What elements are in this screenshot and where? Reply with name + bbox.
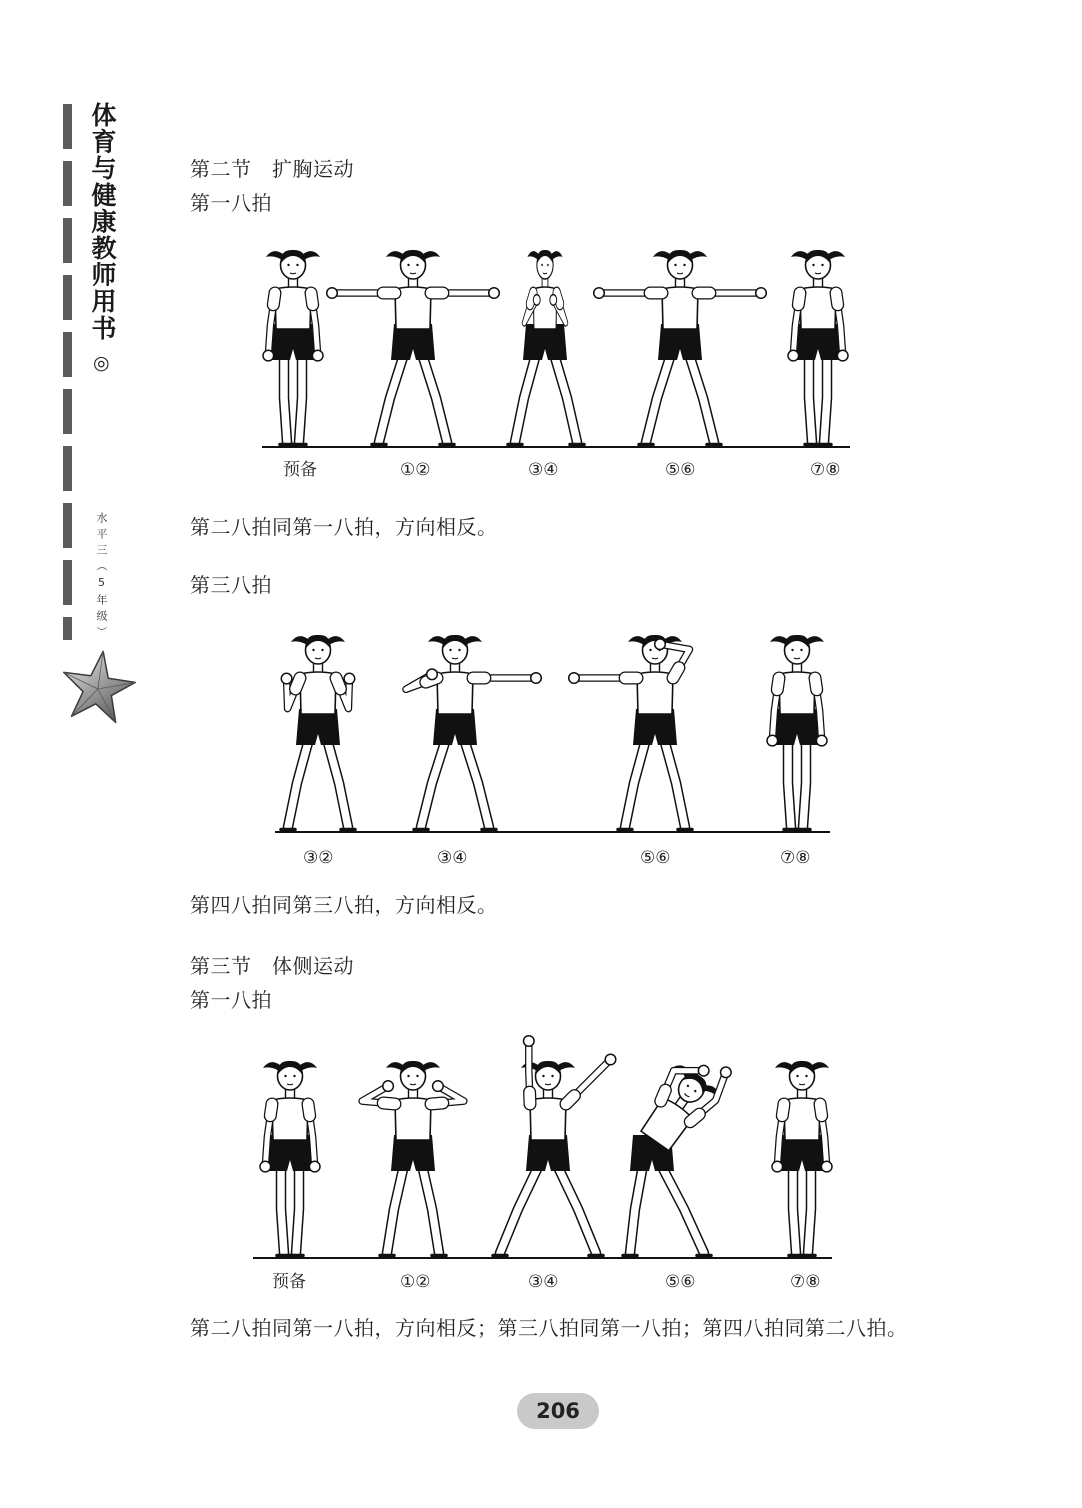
left-leg — [789, 1165, 803, 1256]
left-pigtail — [291, 636, 308, 645]
leg-fill — [803, 739, 806, 827]
note-text: 第二八拍同第一八拍，方向相反。 — [190, 515, 498, 539]
right-pigtail — [300, 1062, 317, 1071]
title-mark: ◎ — [93, 352, 110, 374]
beat-label: ①② — [400, 460, 431, 480]
right-leg — [554, 354, 584, 445]
leg-fill — [327, 739, 348, 827]
left-eye — [312, 649, 314, 651]
sleeve-fill — [530, 293, 533, 304]
chest-exercise-beat1-figure-4 — [594, 250, 767, 445]
head — [263, 1061, 317, 1090]
note-text: 第四八拍同第三八拍，方向相反。 — [190, 893, 498, 917]
right-pigtail — [552, 251, 563, 260]
right-eye — [805, 1075, 807, 1077]
left-eye — [674, 264, 676, 266]
chest-exercise-beat1-figure-3 — [508, 250, 584, 445]
fist — [655, 639, 666, 650]
left-leg — [623, 1165, 643, 1256]
right-eye — [296, 264, 298, 266]
left-leg — [372, 354, 404, 445]
book-title: 体育与健康教师用书 — [88, 102, 117, 342]
left-arm — [569, 673, 637, 684]
right-eye — [547, 264, 549, 266]
right-eye — [458, 649, 460, 651]
fist — [263, 350, 274, 361]
right-leg — [796, 739, 810, 830]
left-arm — [524, 1036, 535, 1104]
left-leg — [639, 354, 671, 445]
sleeve-fill — [311, 293, 313, 305]
chest-exercise-beat1-figure-5 — [788, 250, 848, 445]
beat-label: ⑤⑥ — [665, 1272, 696, 1292]
right-pigtail — [423, 251, 440, 260]
upper-body — [569, 635, 690, 714]
fist — [767, 735, 778, 746]
sleeve-fill — [820, 1104, 822, 1116]
left-eye — [287, 264, 289, 266]
right-eye — [293, 1075, 295, 1077]
chest-exercise-beat1-figure-2 — [327, 250, 500, 445]
beat-label: ①② — [400, 1272, 431, 1292]
beat-label: ⑦⑧ — [790, 1272, 821, 1292]
left-arm — [281, 673, 300, 708]
upper-body — [362, 1061, 464, 1140]
beat-label: ③④ — [437, 848, 468, 868]
beat-label: ⑤⑥ — [665, 460, 696, 480]
sleeve-fill — [673, 668, 679, 678]
right-leg — [327, 739, 355, 830]
left-eye — [284, 1075, 286, 1077]
sleeve-fill — [566, 1096, 574, 1104]
beat-label: ③④ — [528, 1272, 559, 1292]
beat-title: 第三八拍 — [190, 573, 272, 597]
leg-fill — [646, 354, 671, 442]
left-leg — [493, 1165, 539, 1256]
right-pigtail — [690, 251, 707, 260]
left-eye — [449, 649, 451, 651]
upper-body — [327, 250, 500, 329]
fist — [756, 288, 767, 299]
fist — [327, 288, 338, 299]
leg-fill — [661, 1165, 704, 1253]
head — [291, 635, 345, 664]
beat-title: 第一八拍 — [190, 988, 272, 1012]
left-pigtail — [386, 1062, 403, 1071]
side-exercise-beat1-figure-4 — [623, 1042, 736, 1256]
left-leg — [380, 1165, 404, 1256]
section-heading-side: 第三节 体侧运动 — [190, 954, 354, 978]
beat-label: ⑦⑧ — [810, 460, 841, 480]
right-pigtail — [828, 251, 845, 260]
sleeve-fill — [270, 1104, 272, 1116]
right-arm — [431, 1081, 464, 1104]
fist — [344, 673, 355, 684]
leg-fill — [379, 354, 404, 442]
leg-fill — [299, 354, 302, 442]
chest-exercise-beat3-figure-3 — [569, 635, 692, 830]
head — [791, 250, 845, 279]
fist — [427, 669, 438, 680]
right-arm — [698, 288, 766, 299]
fist — [433, 1081, 444, 1092]
right-pigtail — [812, 1062, 829, 1071]
side-exercise-beat1-figure-3 — [493, 1036, 616, 1256]
beat-title: 第一八拍 — [190, 191, 272, 215]
fist — [605, 1054, 616, 1065]
left-eye — [791, 649, 793, 651]
left-eye — [541, 264, 543, 266]
right-arm — [431, 288, 499, 299]
leg-fill — [557, 1165, 596, 1253]
right-eye — [800, 649, 802, 651]
sleeve-fill — [777, 678, 779, 690]
fist — [531, 673, 542, 684]
left-pigtail — [527, 251, 538, 260]
left-pigtail — [653, 251, 670, 260]
right-pigtail — [328, 636, 345, 645]
leg-fill — [664, 739, 685, 827]
fist — [533, 295, 540, 306]
fist — [312, 350, 323, 361]
upper-body — [524, 250, 565, 329]
left-arm — [362, 1081, 395, 1104]
leg-fill — [689, 354, 714, 442]
sleeve-fill — [690, 1112, 699, 1123]
right-eye — [416, 264, 418, 266]
beat-label: ⑦⑧ — [780, 848, 811, 868]
right-leg — [292, 354, 306, 445]
left-leg — [277, 1165, 291, 1256]
sleeve-fill — [815, 678, 817, 690]
right-leg — [422, 1165, 446, 1256]
sleeve-fill — [273, 293, 275, 305]
left-eye — [407, 1075, 409, 1077]
beat-label: 预备 — [283, 460, 317, 480]
right-pigtail — [807, 636, 824, 645]
right-pigtail — [465, 636, 482, 645]
side-exercise-beat1-figure-5 — [772, 1061, 832, 1256]
sleeve-fill — [336, 678, 341, 689]
right-eye — [321, 649, 323, 651]
head — [770, 635, 824, 664]
fist — [489, 288, 500, 299]
left-pigtail — [263, 1062, 280, 1071]
side-exercise-beat1-figure-1 — [260, 1061, 320, 1256]
left-pigtail — [428, 636, 445, 645]
head — [775, 1061, 829, 1090]
left-eye — [407, 264, 409, 266]
left-pigtail — [266, 251, 283, 260]
right-leg — [689, 354, 721, 445]
sleeve-fill — [798, 293, 800, 305]
head — [266, 250, 320, 279]
left-eye — [796, 1075, 798, 1077]
left-eye — [649, 649, 651, 651]
left-eye — [812, 264, 814, 266]
sleeve-fill — [659, 1090, 668, 1101]
left-arm — [594, 288, 662, 299]
leg-fill — [284, 354, 287, 442]
left-pigtail — [386, 251, 403, 260]
right-pigtail — [558, 1062, 575, 1071]
left-leg — [508, 354, 536, 445]
page-number: 206 — [536, 1399, 580, 1423]
sleeve-fill — [782, 1104, 784, 1116]
head — [386, 250, 440, 279]
fist — [788, 350, 799, 361]
leg-fill — [554, 354, 577, 442]
right-arm — [473, 673, 541, 684]
sleeve-fill — [383, 1103, 395, 1104]
leg-fill — [808, 1165, 811, 1253]
leg-fill — [515, 354, 536, 442]
left-leg — [280, 354, 294, 445]
left-pigtail — [770, 636, 787, 645]
section-heading-chest: 第二节 扩胸运动 — [190, 157, 354, 181]
leg-fill — [288, 739, 309, 827]
right-arm — [336, 673, 355, 708]
right-leg — [817, 354, 831, 445]
leg-fill — [422, 354, 447, 442]
leg-fill — [824, 354, 827, 442]
upper-body — [521, 1036, 616, 1140]
left-leg — [618, 739, 646, 830]
beat-label: ⑤⑥ — [640, 848, 671, 868]
fist — [837, 350, 848, 361]
left-leg — [784, 739, 798, 830]
right-eye — [416, 1075, 418, 1077]
fist — [281, 673, 292, 684]
chest-exercise-beat3-figure-2 — [406, 635, 541, 830]
left-leg — [805, 354, 819, 445]
leg-fill — [788, 739, 791, 827]
fist — [816, 735, 827, 746]
grade-level: 水平三（5年级） — [95, 512, 108, 642]
sleeve-fill — [308, 1104, 310, 1116]
fist — [260, 1161, 271, 1172]
left-pigtail — [628, 636, 645, 645]
head — [428, 635, 482, 664]
left-pigtail — [791, 251, 808, 260]
right-leg — [661, 1165, 711, 1256]
sleeve-fill — [836, 293, 838, 305]
right-eye — [551, 1075, 553, 1077]
right-arm — [566, 1054, 616, 1104]
fist — [569, 673, 580, 684]
page-number-badge — [517, 1393, 599, 1429]
right-leg — [422, 354, 454, 445]
left-leg — [414, 739, 446, 830]
fist — [821, 1161, 832, 1172]
sleeve-fill — [296, 678, 301, 689]
right-pigtail — [423, 1062, 440, 1071]
left-arm — [406, 669, 437, 689]
right-pigtail — [303, 251, 320, 260]
fist — [309, 1161, 320, 1172]
leg-fill — [625, 739, 646, 827]
right-eye — [821, 264, 823, 266]
left-pigtail — [775, 1062, 792, 1071]
leg-fill — [809, 354, 812, 442]
right-leg — [801, 1165, 815, 1256]
side-exercise-beat1-figure-2 — [362, 1061, 464, 1256]
leg-fill — [464, 739, 489, 827]
beat-label: ③② — [303, 848, 334, 868]
fist — [550, 295, 557, 306]
sleeve-fill — [431, 1103, 443, 1104]
right-leg — [464, 739, 496, 830]
leg-fill — [421, 739, 446, 827]
fist — [383, 1081, 394, 1092]
chest-exercise-beat3-figure-4 — [767, 635, 827, 830]
right-eye — [683, 264, 685, 266]
left-eye — [542, 1075, 544, 1077]
fist — [594, 288, 605, 299]
leg-fill — [500, 1165, 539, 1253]
leg-fill — [296, 1165, 299, 1253]
upper-body — [406, 635, 541, 714]
left-leg — [281, 739, 309, 830]
chest-exercise-beat3-figure-1 — [281, 635, 355, 830]
right-leg — [557, 1165, 603, 1256]
upper-body — [281, 635, 354, 714]
head — [653, 250, 707, 279]
beat-label: 预备 — [272, 1272, 306, 1292]
upper-body — [594, 250, 767, 329]
beat-label: ③④ — [528, 460, 559, 480]
head — [527, 250, 562, 279]
leg-fill — [281, 1165, 284, 1253]
left-arm — [327, 288, 395, 299]
fist — [772, 1161, 783, 1172]
fist — [524, 1036, 535, 1047]
right-leg — [289, 1165, 303, 1256]
right-leg — [664, 739, 692, 830]
note-text: 第二八拍同第一八拍，方向相反；第三八拍同第一八拍；第四八拍同第二八拍。 — [190, 1316, 908, 1340]
chest-exercise-beat1-figure-1 — [263, 250, 323, 445]
leg-fill — [793, 1165, 796, 1253]
sleeve-fill — [557, 293, 560, 304]
